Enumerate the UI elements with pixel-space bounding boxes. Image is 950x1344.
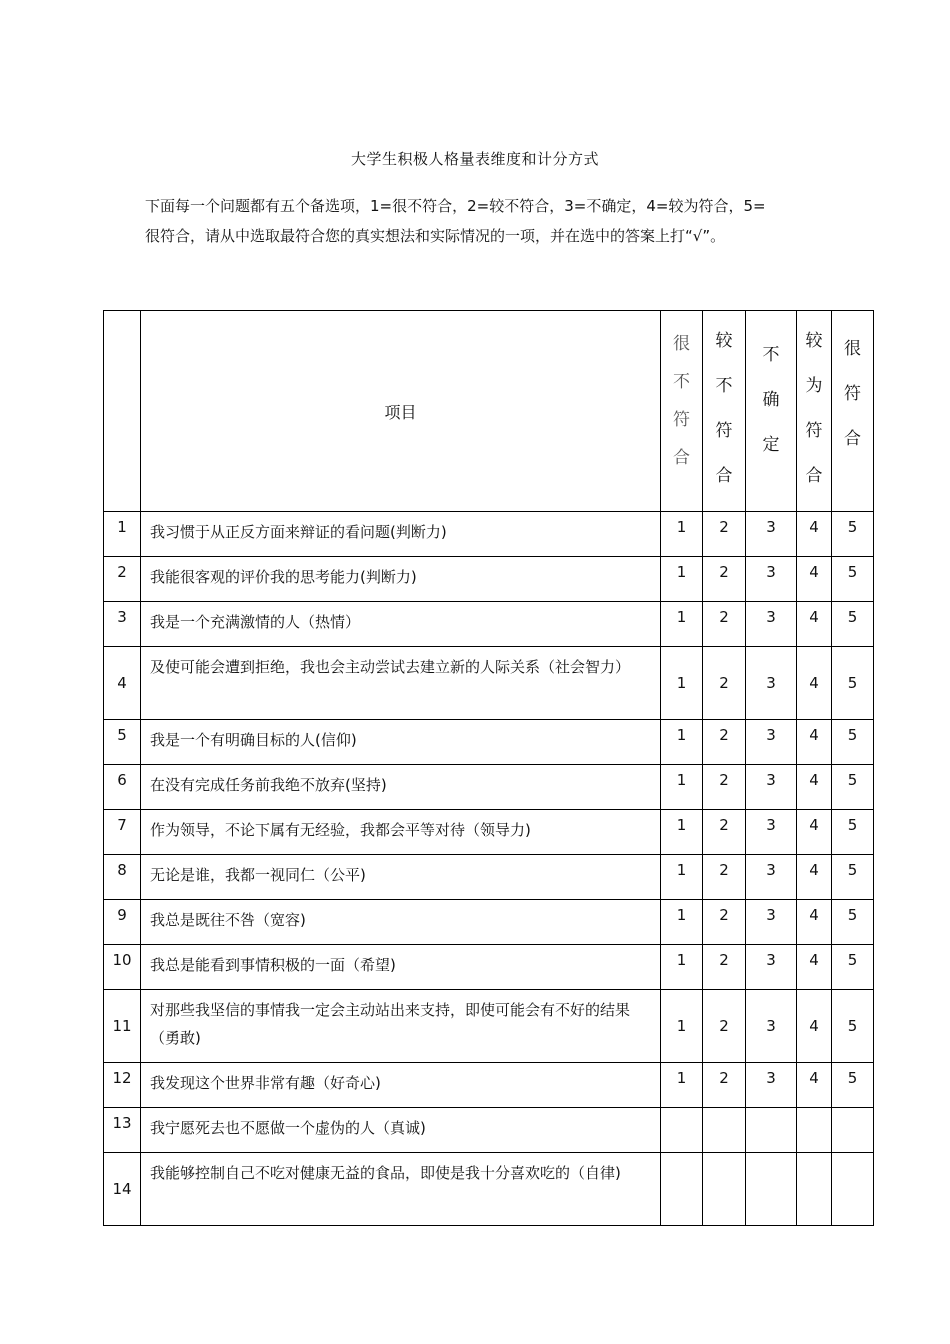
header-option-1: 很 不 符 合 — [661, 311, 703, 512]
row-number: 14 — [104, 1153, 141, 1226]
table-row — [104, 557, 874, 602]
score-option-3[interactable]: 3 — [746, 512, 797, 557]
score-option-5[interactable]: 5 — [832, 945, 874, 990]
item-text: 我习惯于从正反方面来辩证的看问题(判断力) — [141, 512, 661, 557]
row-number: 9 — [104, 900, 141, 945]
score-option-5[interactable]: 5 — [832, 720, 874, 765]
score-option-5[interactable]: 5 — [832, 900, 874, 945]
score-option-1[interactable]: 1 — [661, 512, 703, 557]
score-option-4[interactable]: 4 — [797, 765, 832, 810]
table-row — [104, 647, 874, 720]
item-text: 我能很客观的评价我的思考能力(判断力) — [141, 557, 661, 602]
item-text: 我宁愿死去也不愿做一个虚伪的人（真诚) — [141, 1108, 661, 1153]
header-option-5: 很 符 合 — [832, 311, 874, 512]
score-option-2[interactable]: 2 — [703, 720, 746, 765]
instructions-line-1: 下面每一个问题都有五个备选项，1=很不符合，2=较不符合，3=不确定，4=较为符合，5= — [145, 197, 766, 215]
row-number: 8 — [104, 855, 141, 900]
item-text: 我总是既往不咎（宽容) — [141, 900, 661, 945]
item-text: 在没有完成任务前我绝不放弃(坚持) — [141, 765, 661, 810]
table-row — [104, 1108, 874, 1153]
document-title: 大学生积极人格量表维度和计分方式 — [350, 150, 599, 168]
row-number: 1 — [104, 512, 141, 557]
item-text: 及使可能会遭到拒绝，我也会主动尝试去建立新的人际关系（社会智力） — [141, 647, 661, 720]
row-number: 13 — [104, 1108, 141, 1153]
score-option-1[interactable]: 1 — [661, 900, 703, 945]
score-option-4[interactable]: 4 — [797, 647, 832, 720]
score-option-1[interactable]: 1 — [661, 945, 703, 990]
score-option-4[interactable] — [797, 1153, 832, 1226]
score-option-4[interactable]: 4 — [797, 990, 832, 1063]
instructions-line-2: 很符合，请从中选取最符合您的真实想法和实际情况的一项，并在选中的答案上打“√”。 — [145, 227, 726, 245]
score-option-2[interactable]: 2 — [703, 557, 746, 602]
score-option-4[interactable]: 4 — [797, 557, 832, 602]
score-option-3[interactable] — [746, 1108, 797, 1153]
header-option-4: 较 为 符 合 — [797, 311, 832, 512]
score-option-1[interactable] — [661, 1153, 703, 1226]
score-option-3[interactable] — [746, 1153, 797, 1226]
score-option-1[interactable]: 1 — [661, 765, 703, 810]
score-option-3[interactable]: 3 — [746, 765, 797, 810]
score-option-3[interactable]: 3 — [746, 900, 797, 945]
table-row — [104, 1153, 874, 1226]
item-text: 我能够控制自己不吃对健康无益的食品，即使是我十分喜欢吃的（自律) — [141, 1153, 661, 1226]
row-number: 10 — [104, 945, 141, 990]
item-text: 我发现这个世界非常有趣（好奇心) — [141, 1063, 661, 1108]
score-option-2[interactable]: 2 — [703, 602, 746, 647]
row-number: 2 — [104, 557, 141, 602]
header-number-cell — [104, 311, 141, 512]
score-option-4[interactable]: 4 — [797, 945, 832, 990]
score-option-5[interactable]: 5 — [832, 1063, 874, 1108]
row-number: 11 — [104, 990, 141, 1063]
table-row — [104, 810, 874, 855]
score-option-3[interactable]: 3 — [746, 647, 797, 720]
table-row — [104, 512, 874, 557]
score-option-1[interactable]: 1 — [661, 810, 703, 855]
scale-table — [103, 310, 874, 1226]
score-option-2[interactable]: 2 — [703, 810, 746, 855]
header-option-2: 较 不 符 合 — [703, 311, 746, 512]
table-row — [104, 855, 874, 900]
score-option-4[interactable]: 4 — [797, 900, 832, 945]
score-option-5[interactable]: 5 — [832, 855, 874, 900]
score-option-5[interactable]: 5 — [832, 557, 874, 602]
score-option-3[interactable]: 3 — [746, 1063, 797, 1108]
score-option-5[interactable] — [832, 1108, 874, 1153]
score-option-1[interactable]: 1 — [661, 990, 703, 1063]
score-option-1[interactable]: 1 — [661, 855, 703, 900]
score-option-3[interactable]: 3 — [746, 810, 797, 855]
score-option-5[interactable]: 5 — [832, 602, 874, 647]
header-item: 项目 — [141, 311, 661, 512]
table-row — [104, 990, 874, 1063]
score-option-5[interactable]: 5 — [832, 990, 874, 1063]
row-number: 6 — [104, 765, 141, 810]
table-header-row — [104, 311, 874, 512]
score-option-2[interactable]: 2 — [703, 945, 746, 990]
score-option-4[interactable]: 4 — [797, 720, 832, 765]
score-option-5[interactable]: 5 — [832, 810, 874, 855]
table-row — [104, 602, 874, 647]
header-option-3: 不 确 定 — [746, 311, 797, 512]
score-option-4[interactable]: 4 — [797, 1063, 832, 1108]
score-option-2[interactable]: 2 — [703, 647, 746, 720]
score-option-5[interactable]: 5 — [832, 512, 874, 557]
score-option-2[interactable]: 2 — [703, 900, 746, 945]
score-option-1[interactable]: 1 — [661, 602, 703, 647]
score-option-4[interactable]: 4 — [797, 512, 832, 557]
score-option-2[interactable]: 2 — [703, 512, 746, 557]
score-option-4[interactable]: 4 — [797, 855, 832, 900]
item-text: 作为领导，不论下属有无经验，我都会平等对待（领导力) — [141, 810, 661, 855]
score-option-1[interactable]: 1 — [661, 1063, 703, 1108]
score-option-1[interactable]: 1 — [661, 647, 703, 720]
score-option-4[interactable] — [797, 1108, 832, 1153]
row-number: 4 — [104, 647, 141, 720]
score-option-3[interactable]: 3 — [746, 945, 797, 990]
score-option-1[interactable]: 1 — [661, 720, 703, 765]
row-number: 12 — [104, 1063, 141, 1108]
score-option-3[interactable]: 3 — [746, 720, 797, 765]
score-option-2[interactable]: 2 — [703, 855, 746, 900]
score-option-4[interactable]: 4 — [797, 602, 832, 647]
score-option-2[interactable] — [703, 1108, 746, 1153]
instructions — [145, 191, 835, 251]
score-option-5[interactable] — [832, 1153, 874, 1226]
score-option-2[interactable]: 2 — [703, 990, 746, 1063]
item-text: 无论是谁，我都一视同仁（公平) — [141, 855, 661, 900]
score-option-4[interactable]: 4 — [797, 810, 832, 855]
score-option-1[interactable] — [661, 1108, 703, 1153]
item-text: 我是一个有明确目标的人(信仰) — [141, 720, 661, 765]
table-row — [104, 765, 874, 810]
score-option-1[interactable]: 1 — [661, 557, 703, 602]
score-option-3[interactable]: 3 — [746, 602, 797, 647]
score-option-3[interactable]: 3 — [746, 990, 797, 1063]
row-number: 3 — [104, 602, 141, 647]
table-row — [104, 945, 874, 990]
score-option-2[interactable]: 2 — [703, 765, 746, 810]
score-option-3[interactable]: 3 — [746, 855, 797, 900]
score-option-5[interactable]: 5 — [832, 765, 874, 810]
score-option-2[interactable]: 2 — [703, 1063, 746, 1108]
table-row — [104, 1063, 874, 1108]
item-text: 我总是能看到事情积极的一面（希望) — [141, 945, 661, 990]
item-text: 我是一个充满激情的人（热情） — [141, 602, 661, 647]
table-row — [104, 720, 874, 765]
item-text: 对那些我坚信的事情我一定会主动站出来支持，即使可能会有不好的结果（勇敢) — [141, 990, 661, 1063]
score-option-3[interactable]: 3 — [746, 557, 797, 602]
row-number: 7 — [104, 810, 141, 855]
row-number: 5 — [104, 720, 141, 765]
table-row — [104, 900, 874, 945]
score-option-2[interactable] — [703, 1153, 746, 1226]
score-option-5[interactable]: 5 — [832, 647, 874, 720]
